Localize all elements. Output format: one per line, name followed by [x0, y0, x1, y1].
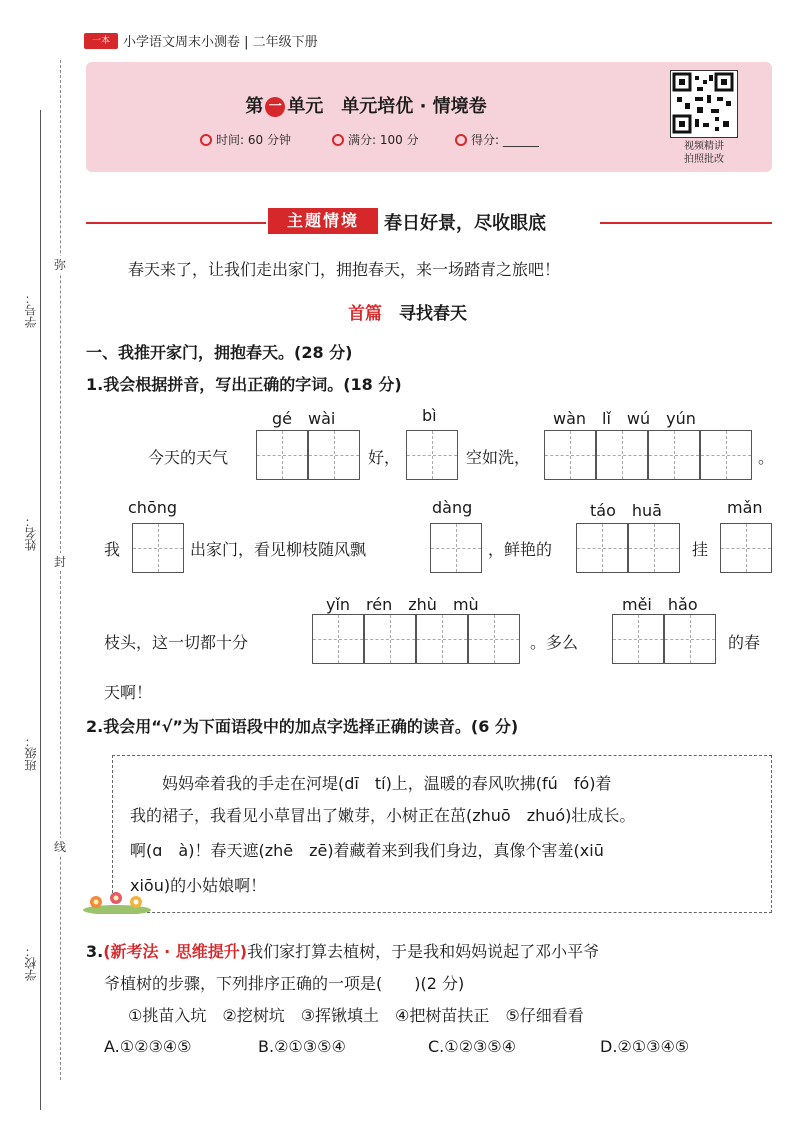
answer-cell[interactable] — [132, 523, 184, 573]
pinyin-man: mǎn — [727, 498, 763, 517]
title-prefix: 第 — [245, 96, 264, 117]
row1-text-4: 。 — [758, 448, 775, 467]
answer-cell[interactable] — [664, 614, 716, 664]
unit-number-badge: 一 — [265, 97, 285, 117]
qr-label-line1: 视频精讲 — [684, 141, 724, 152]
option-c[interactable]: C.①②③⑤④ — [428, 1037, 516, 1056]
question-3-line1 — [86, 939, 599, 962]
question-3-steps: ①挑苗入坑 ②挖树坑 ③挥锹填土 ④把树苗扶正 ⑤仔细看看 — [128, 1006, 584, 1025]
answer-cell[interactable] — [256, 430, 308, 480]
qr-code-icon — [671, 71, 735, 135]
theme-rule-right — [600, 222, 772, 224]
row4-text: 天啊！ — [104, 683, 153, 702]
row3-text-2: 。多么 — [530, 633, 579, 652]
row3-text-1: 枝头，这一切都十分 — [104, 633, 249, 652]
section-tag: 首篇 — [348, 304, 382, 324]
answer-cell[interactable] — [612, 614, 664, 664]
question-3-tag: (新考法 · 思维提升) — [103, 942, 248, 961]
answer-cell[interactable] — [628, 523, 680, 573]
part1-heading: 一、我推开家门，拥抱春天。(28 分) — [86, 343, 353, 362]
answer-cell[interactable] — [308, 430, 360, 480]
time-text: 时间: 60 分钟 — [216, 133, 291, 147]
passage-line: 我的裙子，我看见小草冒出了嫩芽，小树正在茁(zhuō zhuó)壮成长。 — [130, 806, 636, 825]
option-a[interactable]: A.①②③④⑤ — [104, 1037, 192, 1056]
qr-code[interactable] — [670, 70, 738, 138]
question-3-text: 我们家打算去植树，于是我和妈妈说起了邓小平爷 — [247, 942, 600, 961]
name-label: 姓名： — [24, 515, 38, 551]
passage-line: 妈妈牵着我的手走在河堤(dī tí)上，温暖的春风吹拂(fú fó)着 — [162, 774, 612, 793]
theme-title: 春日好景，尽收眼底 — [384, 213, 546, 234]
seal-mark-3: 线 — [50, 838, 70, 855]
score-text: 得分: ______ — [471, 133, 539, 147]
pinyin-wanliwuyun: wàn lǐ wú yún — [553, 409, 696, 428]
intro-text: 春天来了，让我们走出家门，拥抱春天，来一场踏青之旅吧！ — [128, 260, 561, 279]
time-info — [200, 131, 291, 148]
pinyin-taohua: táo huā — [590, 501, 662, 520]
theme-rule-left — [86, 222, 266, 224]
score-info — [455, 131, 539, 148]
school-label: 学校： — [24, 945, 38, 981]
option-b[interactable]: B.②①③⑤④ — [258, 1037, 346, 1056]
question-3-line2: 爷植树的步骤，下列排序正确的一项是( )(2 分) — [104, 974, 465, 993]
answer-cell[interactable] — [364, 614, 416, 664]
row1-text-3: 空如洗， — [466, 448, 531, 467]
full-score-text: 满分: 100 分 — [348, 133, 419, 147]
qr-label — [664, 140, 744, 166]
answer-cell[interactable] — [430, 523, 482, 573]
clock-icon — [200, 134, 212, 146]
target-icon — [455, 134, 467, 146]
question-2: 2.我会用“√”为下面语段中的加点字选择正确的读音。(6 分) — [86, 717, 519, 736]
option-d[interactable]: D.②①③④⑤ — [600, 1037, 690, 1056]
pinyin-gewai: gé wài — [272, 409, 336, 428]
answer-cell[interactable] — [720, 523, 772, 573]
pinyin-dang: dàng — [432, 498, 473, 517]
row1-text-1: 今天的天气 — [148, 448, 229, 467]
answer-cell[interactable] — [312, 614, 364, 664]
medal-icon — [332, 134, 344, 146]
pinyin-bi: bì — [422, 406, 437, 425]
answer-cell[interactable] — [406, 430, 458, 480]
section-name: 寻找春天 — [399, 304, 467, 324]
passage-line: 啊(ɑ à)！春天遮(zhē zē)着藏着来到我们身边，真像个害羞(xiū — [130, 841, 604, 860]
seal-mark-2: 封 — [50, 553, 70, 570]
qr-label-line2: 拍照批改 — [684, 154, 724, 165]
brand-logo: 一本 — [84, 33, 118, 49]
pinyin-yinrenzhumu: yǐn rén zhù mù — [326, 595, 479, 614]
binding-dashed-line — [60, 60, 61, 1080]
flower-decoration-icon — [82, 888, 152, 914]
answer-cell[interactable] — [700, 430, 752, 480]
question-3-number: 3. — [86, 942, 104, 961]
row2-text-4: 挂 — [692, 540, 709, 559]
unit-title — [86, 92, 646, 118]
passage-line: xiōu)的小姑娘啊！ — [130, 876, 267, 895]
pinyin-meihao: měi hǎo — [622, 595, 698, 614]
pinyin-chong: chōng — [128, 498, 178, 517]
answer-cell[interactable] — [544, 430, 596, 480]
answer-cell[interactable] — [468, 614, 520, 664]
student-id-label: 学号： — [24, 292, 38, 328]
title-suffix: 单元 单元培优 · 情境卷 — [287, 96, 487, 117]
theme-tag: 主题情境 — [268, 208, 378, 234]
row2-text-1: 我 — [104, 540, 121, 559]
row3-text-3: 的春 — [728, 633, 761, 652]
answer-cell[interactable] — [596, 430, 648, 480]
series-title: 小学语文周末小测卷 | 二年级下册 — [123, 35, 318, 50]
answer-cell[interactable] — [416, 614, 468, 664]
seal-mark-1: 弥 — [50, 256, 70, 273]
answer-cell[interactable] — [648, 430, 700, 480]
row1-text-2: 好， — [368, 448, 401, 467]
question-1: 1.我会根据拼音，写出正确的字词。(18 分) — [86, 375, 402, 394]
full-score-info — [332, 131, 419, 148]
section-title — [348, 299, 467, 324]
class-label: 班级： — [24, 735, 38, 771]
answer-cell[interactable] — [576, 523, 628, 573]
row2-text-3: ，鲜艳的 — [488, 540, 553, 559]
row2-text-2: 出家门，看见柳枝随风飘 — [190, 540, 367, 559]
binding-line — [40, 110, 41, 1110]
